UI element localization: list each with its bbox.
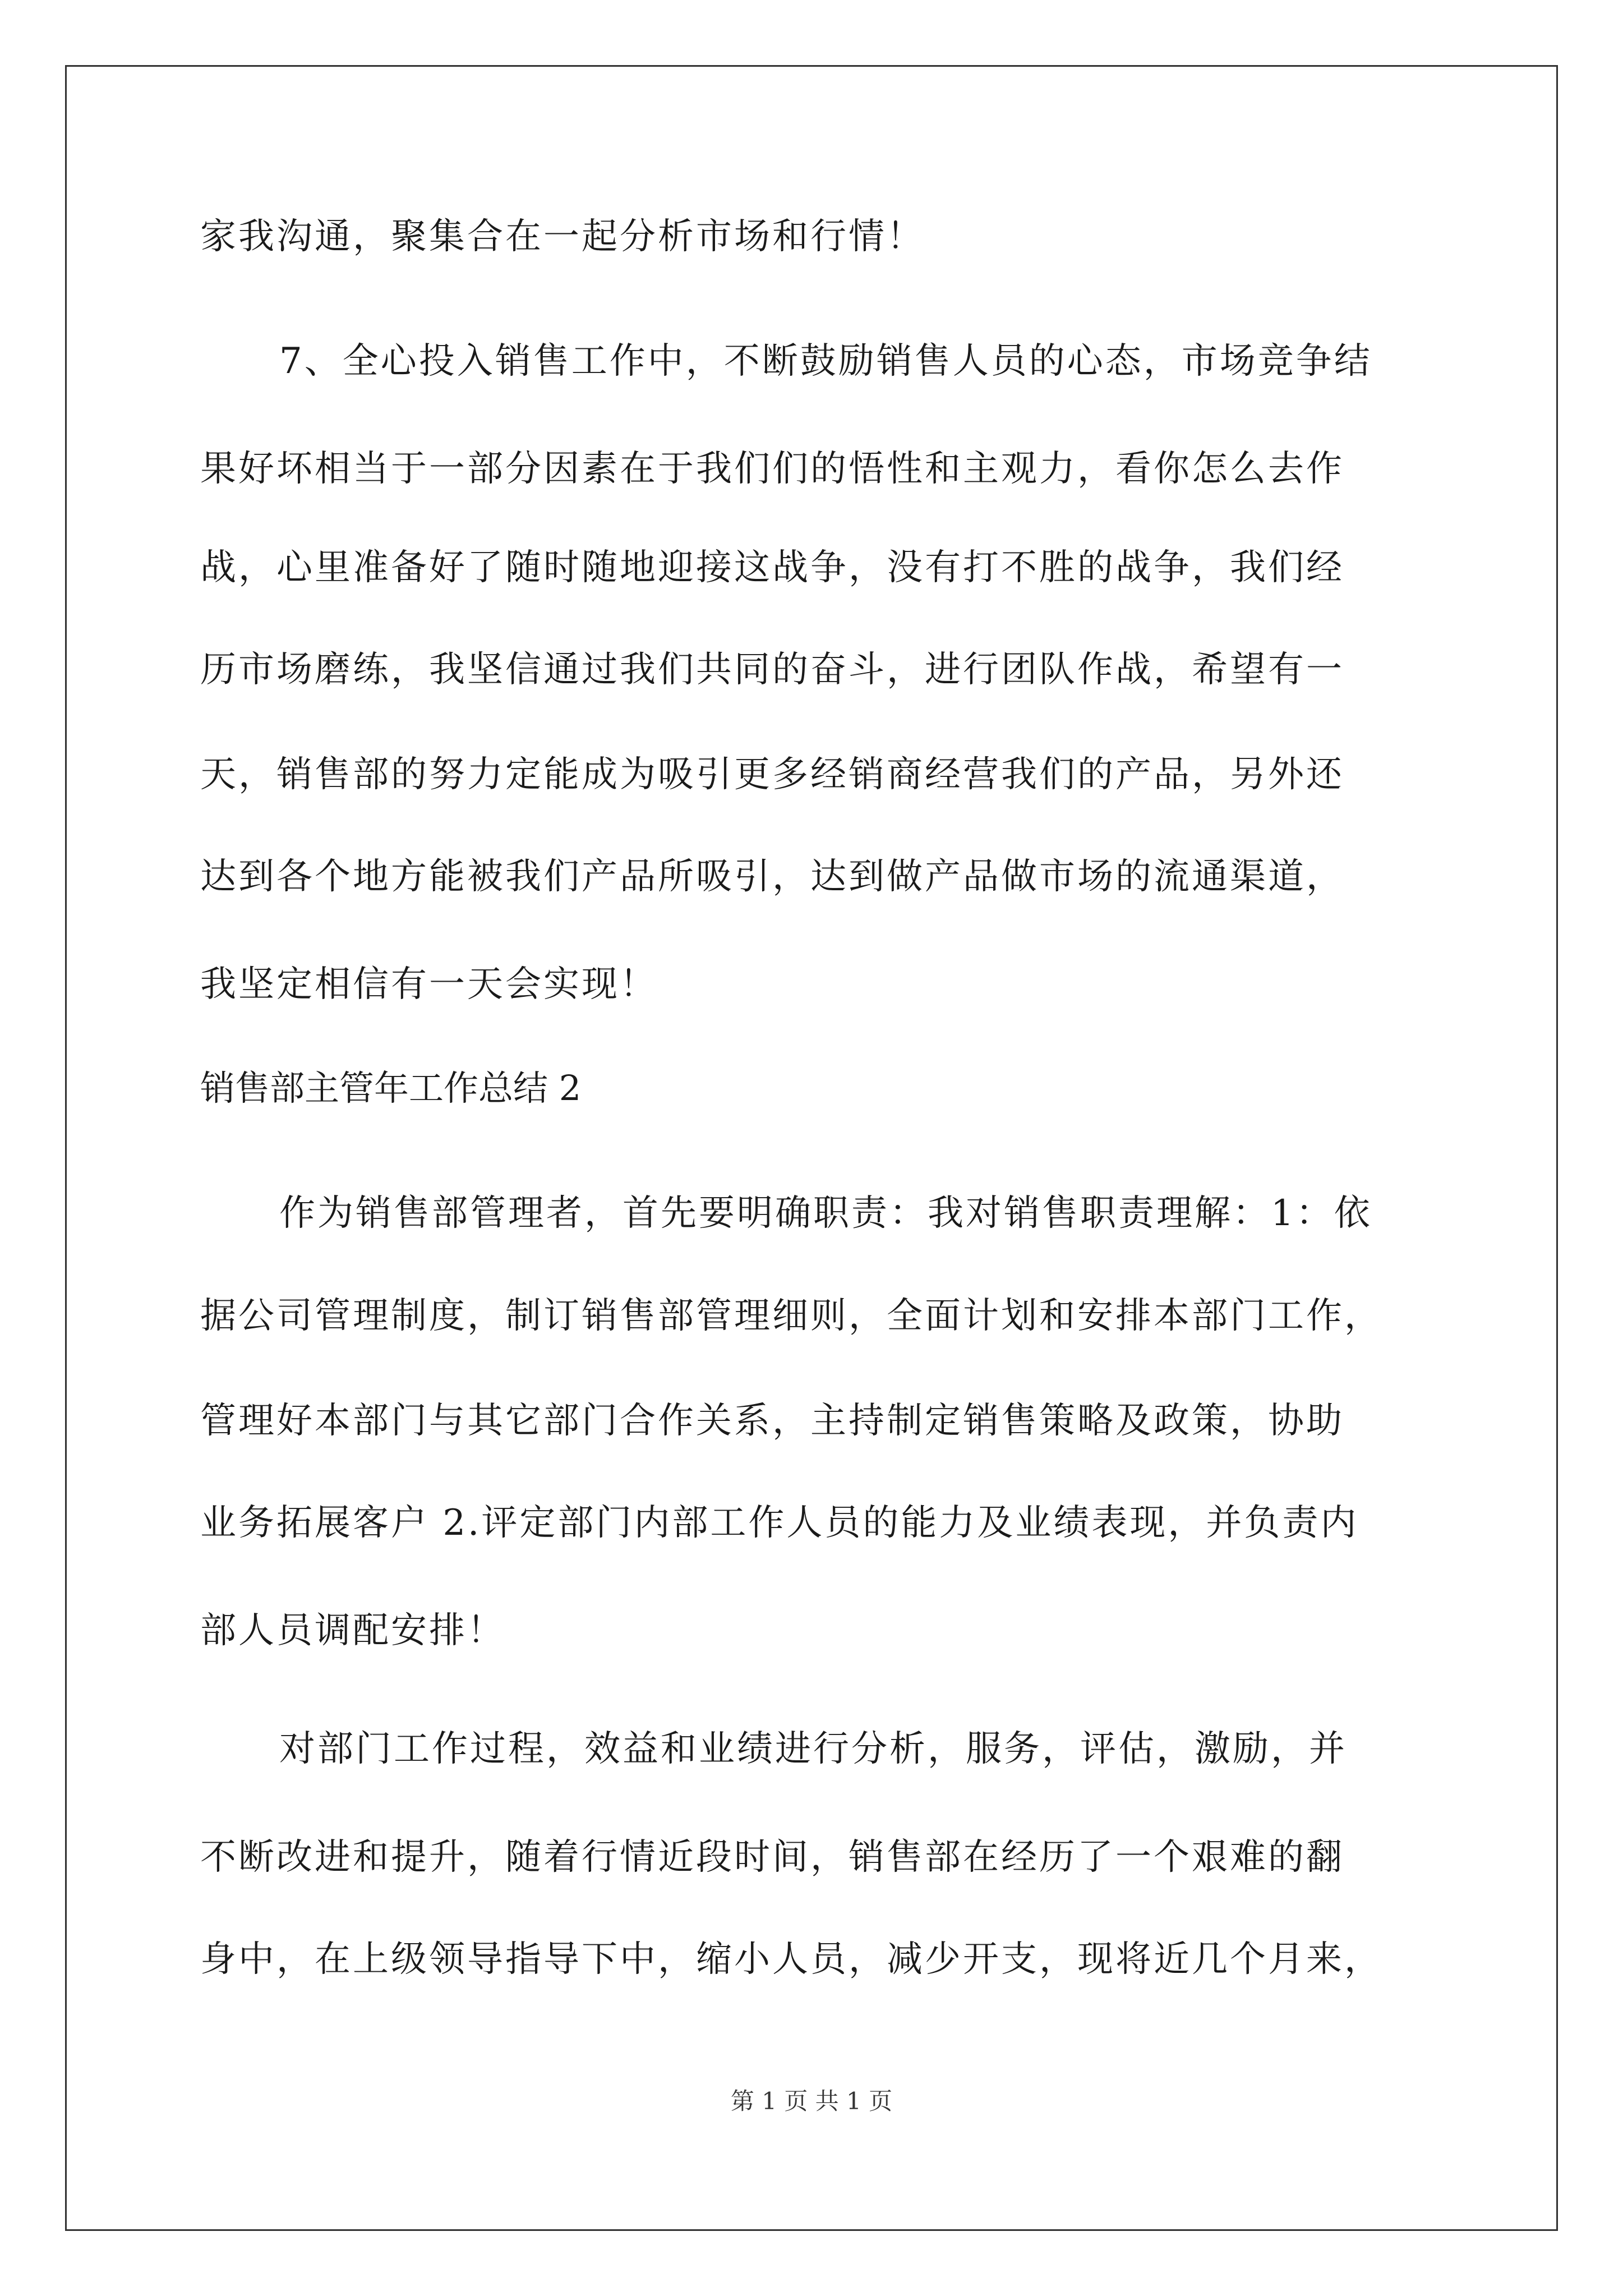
paragraph-line: 7、全心投入销售工作中，不断鼓励销售人员的心态，市场竞争结 — [279, 341, 1372, 382]
paragraph-line: 达到各个地方能被我们产品所吸引，达到做产品做市场的流通渠道， — [200, 856, 1344, 898]
paragraph-line: 果好坏相当于一部分因素在于我们们的悟性和主观力，看你怎么去作 — [200, 448, 1344, 490]
paragraph-line: 管理好本部门与其它部门合作关系，主持制定销售策略及政策，协助 — [200, 1400, 1344, 1442]
paragraph-line: 部人员调配安排！ — [200, 1610, 505, 1651]
paragraph-line: 据公司管理制度，制订销售部管理细则，全面计划和安排本部门工作， — [200, 1295, 1382, 1337]
paragraph-line: 战，心里准备好了随时随地迎接这战争，没有打不胜的战争，我们经 — [200, 547, 1344, 588]
page-number-footer: 第 1 页 共 1 页 — [730, 2087, 893, 2115]
paragraph-line: 历市场磨练，我坚信通过我们共同的奋斗，进行团队作战，希望有一 — [200, 649, 1344, 691]
paragraph-line: 身中，在上级领导指导下中，缩小人员，减少开支，现将近几个月来， — [200, 1939, 1382, 1980]
paragraph-line: 对部门工作过程，效益和业绩进行分析，服务，评估，激励，并 — [279, 1728, 1347, 1770]
page-border — [65, 65, 1558, 2231]
paragraph-line: 天，销售部的努力定能成为吸引更多经销商经营我们的产品，另外还 — [200, 754, 1344, 795]
paragraph-line: 不断改进和提升，随着行情近段时间，销售部在经历了一个艰难的翻 — [200, 1837, 1344, 1878]
section-heading: 销售部主管年工作总结 2 — [200, 1068, 582, 1108]
paragraph-line: 作为销售部管理者，首先要明确职责：我对销售职责理解：1：依 — [279, 1193, 1372, 1234]
paragraph-line: 家我沟通，聚集合在一起分析市场和行情！ — [200, 216, 925, 257]
paragraph-line: 业务拓展客户 2.评定部门内部工作人员的能力及业绩表现，并负责内 — [200, 1502, 1359, 1544]
paragraph-line: 我坚定相信有一天会实现！ — [200, 964, 658, 1005]
